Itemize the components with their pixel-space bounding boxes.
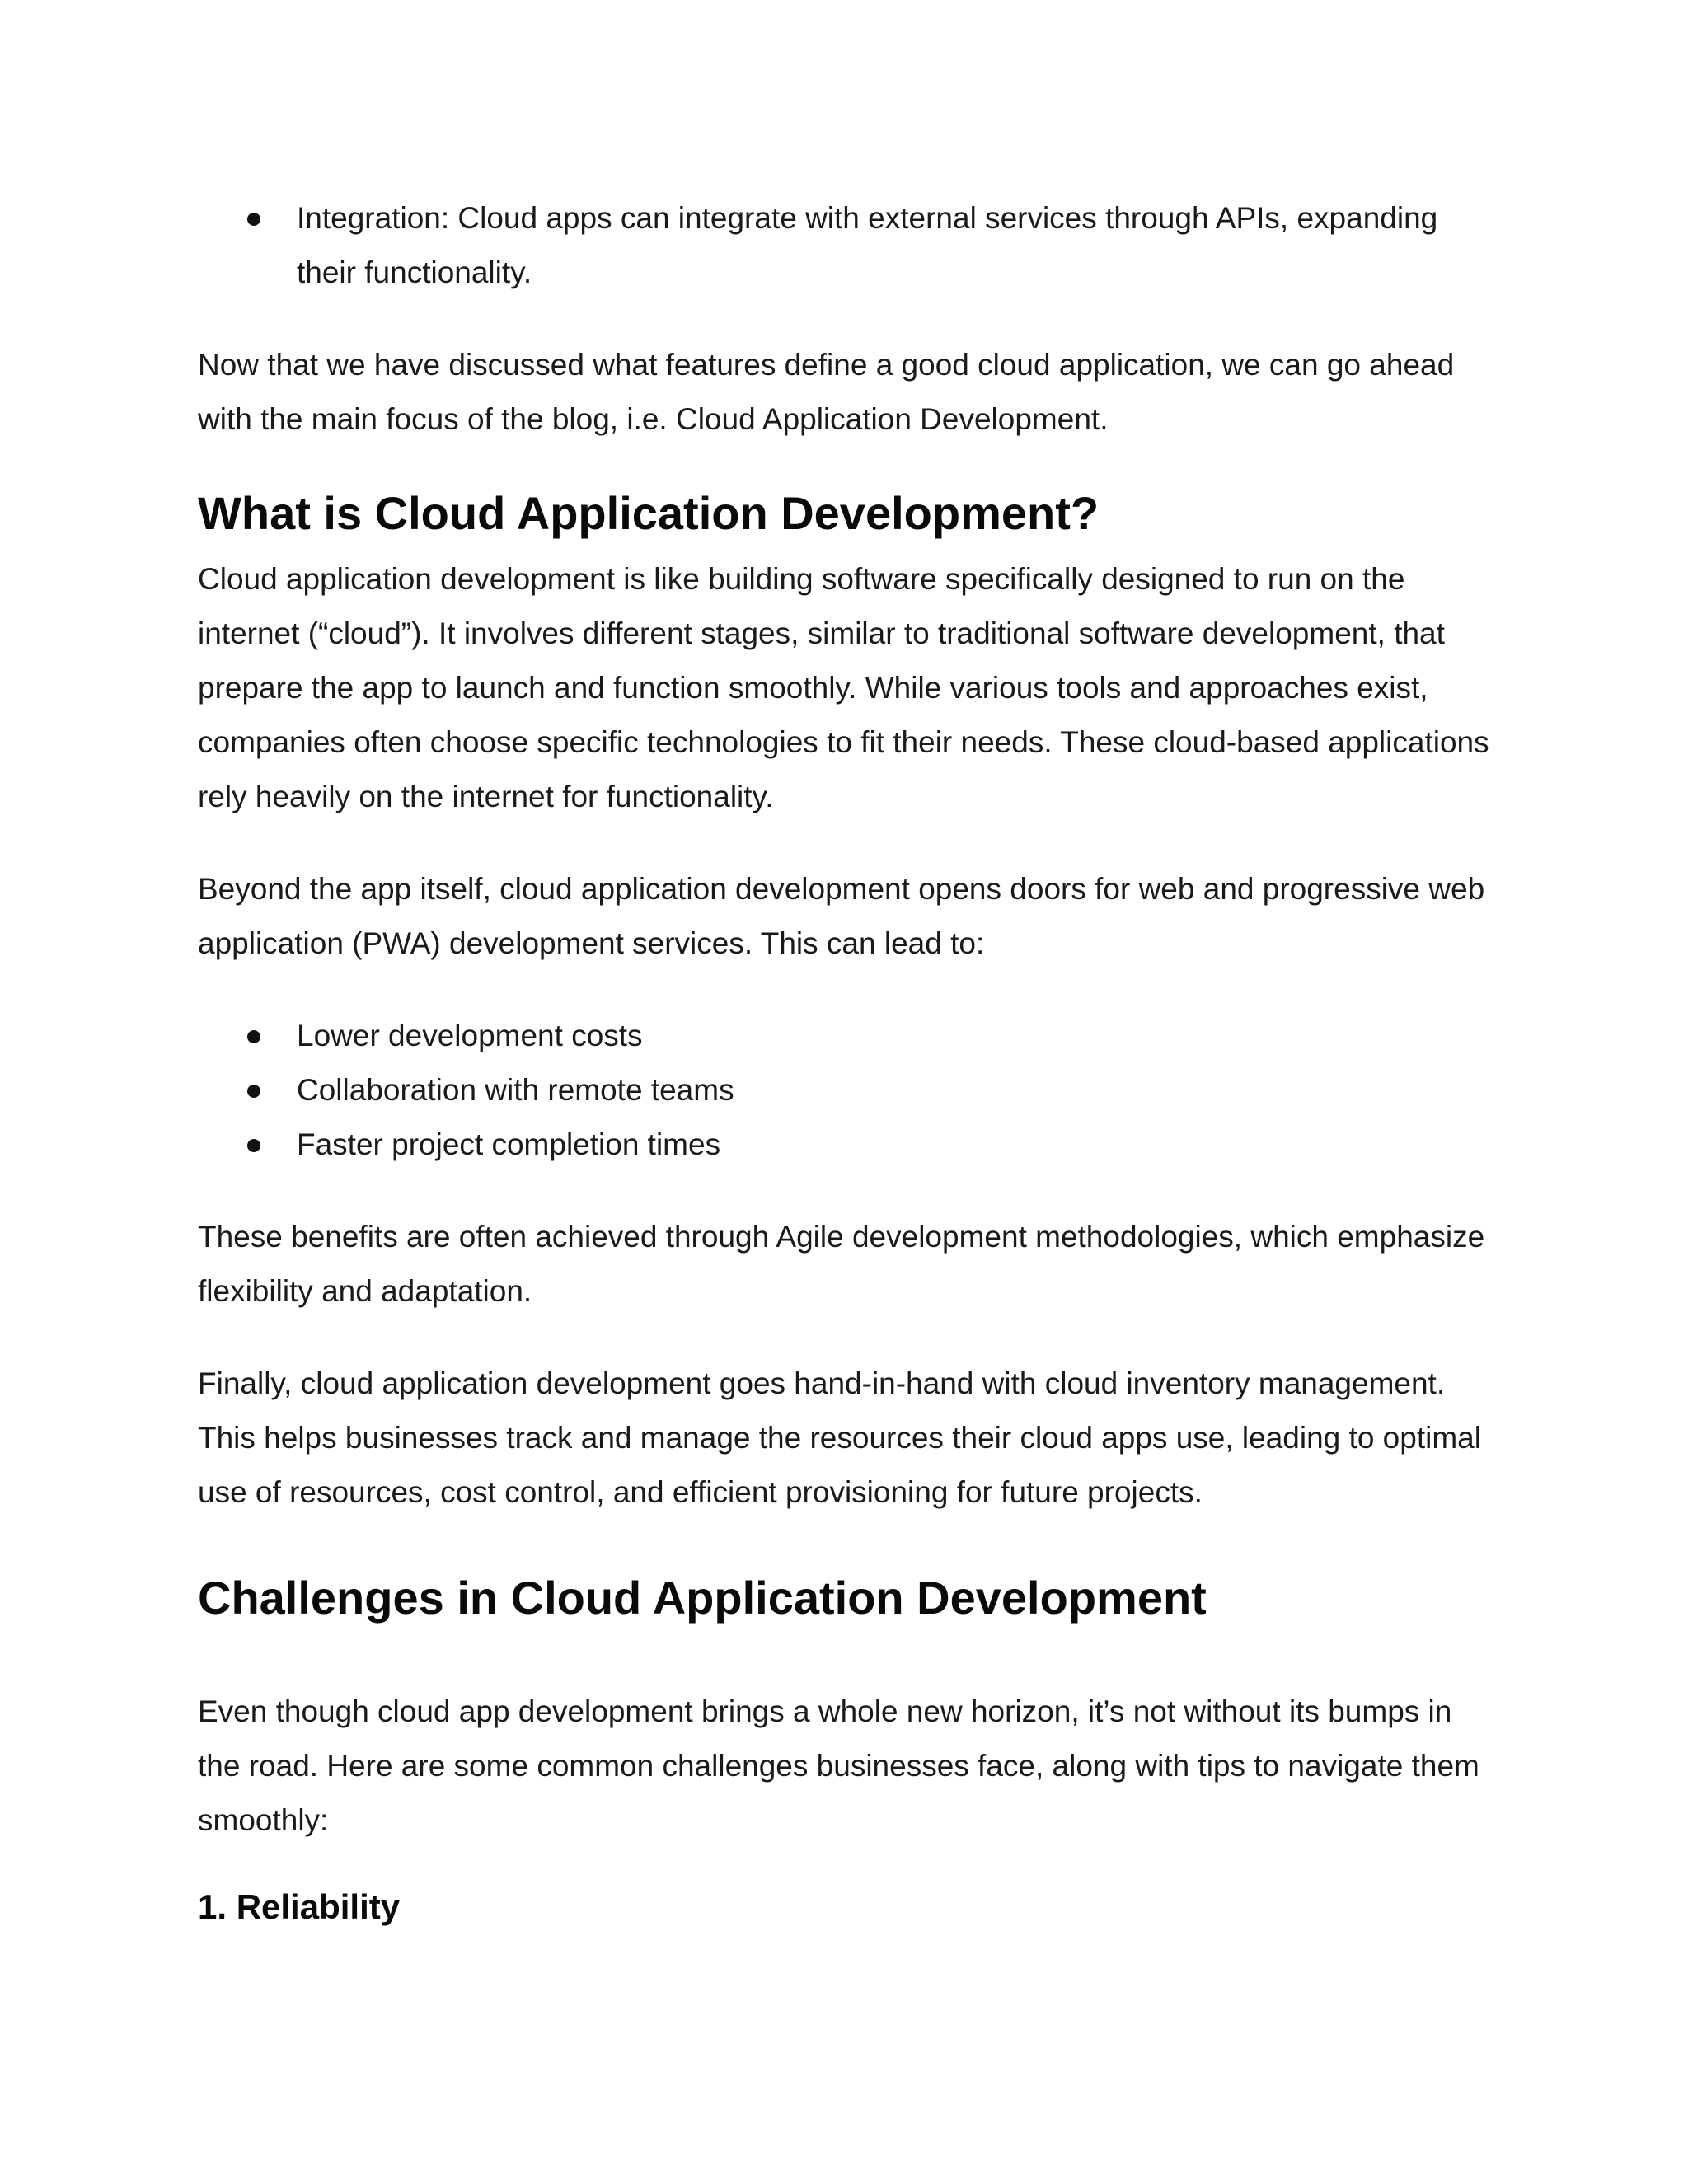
bullet-icon xyxy=(247,1085,260,1098)
section1-paragraph-2: Beyond the app itself, cloud application development opens doors for web and progressive web application (PWA) development services. This can lead to: xyxy=(198,872,1485,960)
section2-paragraph-1: Even though cloud app development brings a whole new horizon, it’s not without its bumps in the road. Here are some common challenges businesses face, along with tips to navigate them smoothly: xyxy=(198,1694,1479,1837)
section1-paragraph-4: Finally, cloud application development goes hand-in-hand with cloud inventory management. This helps businesses track and manage the resources their cloud apps use, leading to optimal use of resources, cost control, and efficient provisioning for future projects. xyxy=(198,1366,1481,1509)
list-item-text: Integration: Cloud apps can integrate with external services through APIs, expanding their functionality. xyxy=(297,201,1438,289)
bullet-icon xyxy=(247,1139,260,1152)
section1-paragraph-3: These benefits are often achieved through Agile development methodologies, which emphasize flexibility and adaptation. xyxy=(198,1220,1485,1308)
section1-paragraph-1: Cloud application development is like building software specifically designed to run on the internet (“cloud”). It involves different stages, similar to traditional software development, that prepare the app to launch and function smoothly. While various tools and approaches exist, companies often choose specific technologies to fit their needs. These cloud-based applications rely heavily on the internet for functionality. xyxy=(198,562,1489,813)
section-heading-challenges: Challenges in Cloud Application Development xyxy=(198,1572,1207,1624)
bullet-icon xyxy=(247,1030,260,1043)
list-item xyxy=(198,1009,1500,1063)
list-item-text: Faster project completion times xyxy=(297,1127,721,1161)
list-item xyxy=(198,1063,1500,1118)
list-item-text: Lower development costs xyxy=(297,1019,643,1052)
bullet-icon xyxy=(247,213,260,226)
list-item-text: Collaboration with remote teams xyxy=(297,1073,734,1107)
intro-paragraph: Now that we have discussed what features define a good cloud application, we can go ahead with the main focus of the blog, i.e. Cloud Application Development. xyxy=(198,348,1455,436)
list-item xyxy=(198,1118,1500,1172)
subheading-reliability: 1. Reliability xyxy=(198,1887,401,1926)
section-heading-what-is: What is Cloud Application Development? xyxy=(198,487,1100,539)
document-page xyxy=(198,191,1500,1930)
features-list xyxy=(198,191,1467,300)
list-item xyxy=(198,191,1467,300)
benefits-list xyxy=(198,1009,1500,1172)
